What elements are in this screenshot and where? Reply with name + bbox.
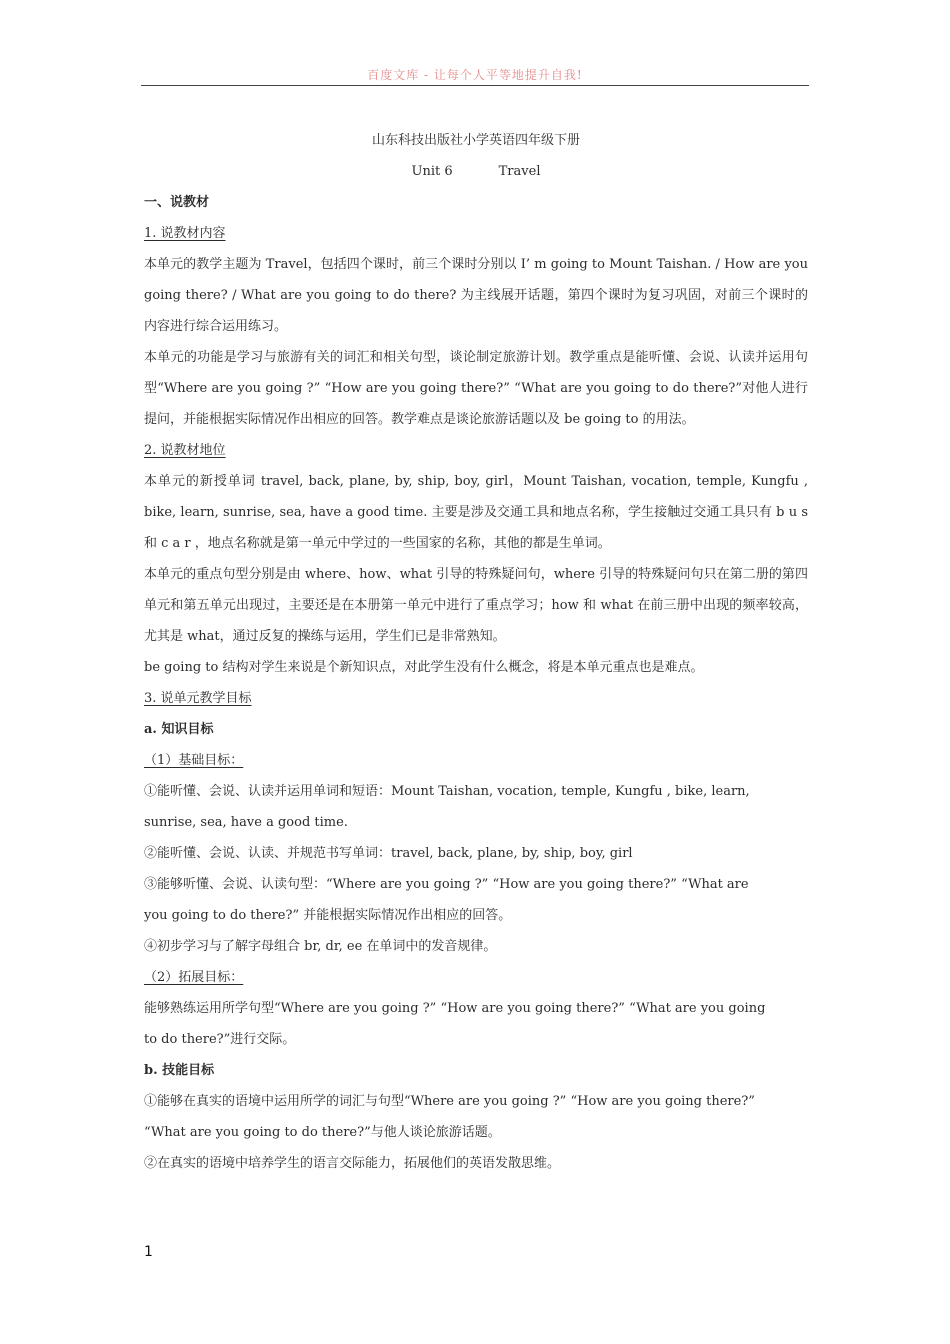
skill-goals-heading: b. 技能目标 — [144, 1063, 215, 1078]
skill-goal-2: ②在真实的语境中培养学生的语言交际能力，拓展他们的英语发散思维。 — [144, 1156, 561, 1171]
page-number: 1 — [144, 1244, 153, 1260]
basic-goal-3-line-2: you going to do there?” 并能根据实际情况作出相应的回答。 — [144, 908, 512, 923]
extended-goal-line-1: 能够熟练运用所学句型“Where are you going ?” “How are you going there?” “What are you going — [144, 1001, 766, 1016]
basic-goal-1-line-1: ①能听懂、会说、认读并运用单词和短语：Mount Taishan, vocation, temple, Kungfu , bike, learn, — [144, 784, 750, 799]
extended-goals-heading: （2）拓展目标： — [144, 970, 244, 985]
unit-name: Travel — [498, 164, 541, 179]
basic-goal-1-line-2: sunrise, sea, have a good time. — [144, 815, 348, 830]
page-header — [141, 64, 809, 86]
subsection-heading-content: 1. 说教材内容 — [144, 226, 226, 241]
unit-title — [144, 156, 808, 187]
basic-goals-heading: （1）基础目标： — [144, 753, 244, 768]
basic-goal-2: ②能听懂、会说、认读、并规范书写单词：travel, back, plane, by, ship, boy, girl — [144, 846, 633, 861]
unit-number: Unit 6 — [411, 164, 453, 179]
paragraph-key-sentences: 本单元的重点句型分别是由 where、how、what 引导的特殊疑问句，where 引导的特殊疑问句只在第二册的第四单元和第五单元出现过，主要还是在本册第一单元中进行了重点学习；how 和 what 在前三册中出现的频率较高，尤其是 what，通过反复的操练与运用，学生们已是非常熟知。 — [144, 567, 808, 644]
subsection-heading-status: 2. 说教材地位 — [144, 443, 226, 458]
basic-goal-3-line-1: ③能够听懂、会说、认读句型：“Where are you going ?” “How are you going there?” “What are — [144, 877, 749, 892]
paragraph-new-words: 本单元的新授单词 travel, back, plane, by, ship, boy, girl，Mount Taishan, vocation, temple, Kungfu , bike, learn, sunrise, sea, have a good time. 主要是涉及交通工具和地点名称，学生接触过交通工具只有 b u s 和 c a r ，地点名称就是第一单元中学过的一些国家的名称，其他的都是生单词。 — [144, 474, 808, 551]
skill-goal-1-line-2: “What are you going to do there?”与他人谈论旅游话题。 — [144, 1125, 501, 1140]
header-banner: 百度文库 - 让每个人平等地提升自我! — [367, 68, 583, 82]
paragraph-be-going-to: be going to 结构对学生来说是个新知识点，对此学生没有什么概念，将是本单元重点也是难点。 — [144, 660, 704, 675]
document-body — [144, 125, 808, 1179]
extended-goal-line-2: to do there?”进行交际。 — [144, 1032, 296, 1047]
subsection-heading-goals: 3. 说单元教学目标 — [144, 691, 252, 706]
publisher-line: 山东科技出版社小学英语四年级下册 — [371, 133, 580, 148]
paragraph-function: 本单元的功能是学习与旅游有关的词汇和相关句型，谈论制定旅游计划。教学重点是能听懂、会说、认读并运用句型“Where are you going ?” “How are you going there?” “What are you going to do there?”对他人进行提问，并能根据实际情况作出相应的回答。教学难点是谈论旅游话题以及 be going to 的用法。 — [144, 350, 808, 427]
section-heading: 一、说教材 — [144, 195, 210, 210]
skill-goal-1-line-1: ①能够在真实的语境中运用所学的词汇与句型“Where are you going ?” “How are you going there?” — [144, 1094, 755, 1109]
paragraph-theme: 本单元的教学主题为 Travel，包括四个课时，前三个课时分别以 I’ m going to Mount Taishan. / How are you going there? / What are you going to do there? 为主线展开话题，第四个课时为复习巩固，对前三个课时的内容进行综合运用练习。 — [144, 257, 808, 334]
basic-goal-4: ④初步学习与了解字母组合 br, dr, ee 在单词中的发音规律。 — [144, 939, 497, 954]
knowledge-goals-heading: a. 知识目标 — [144, 722, 214, 737]
